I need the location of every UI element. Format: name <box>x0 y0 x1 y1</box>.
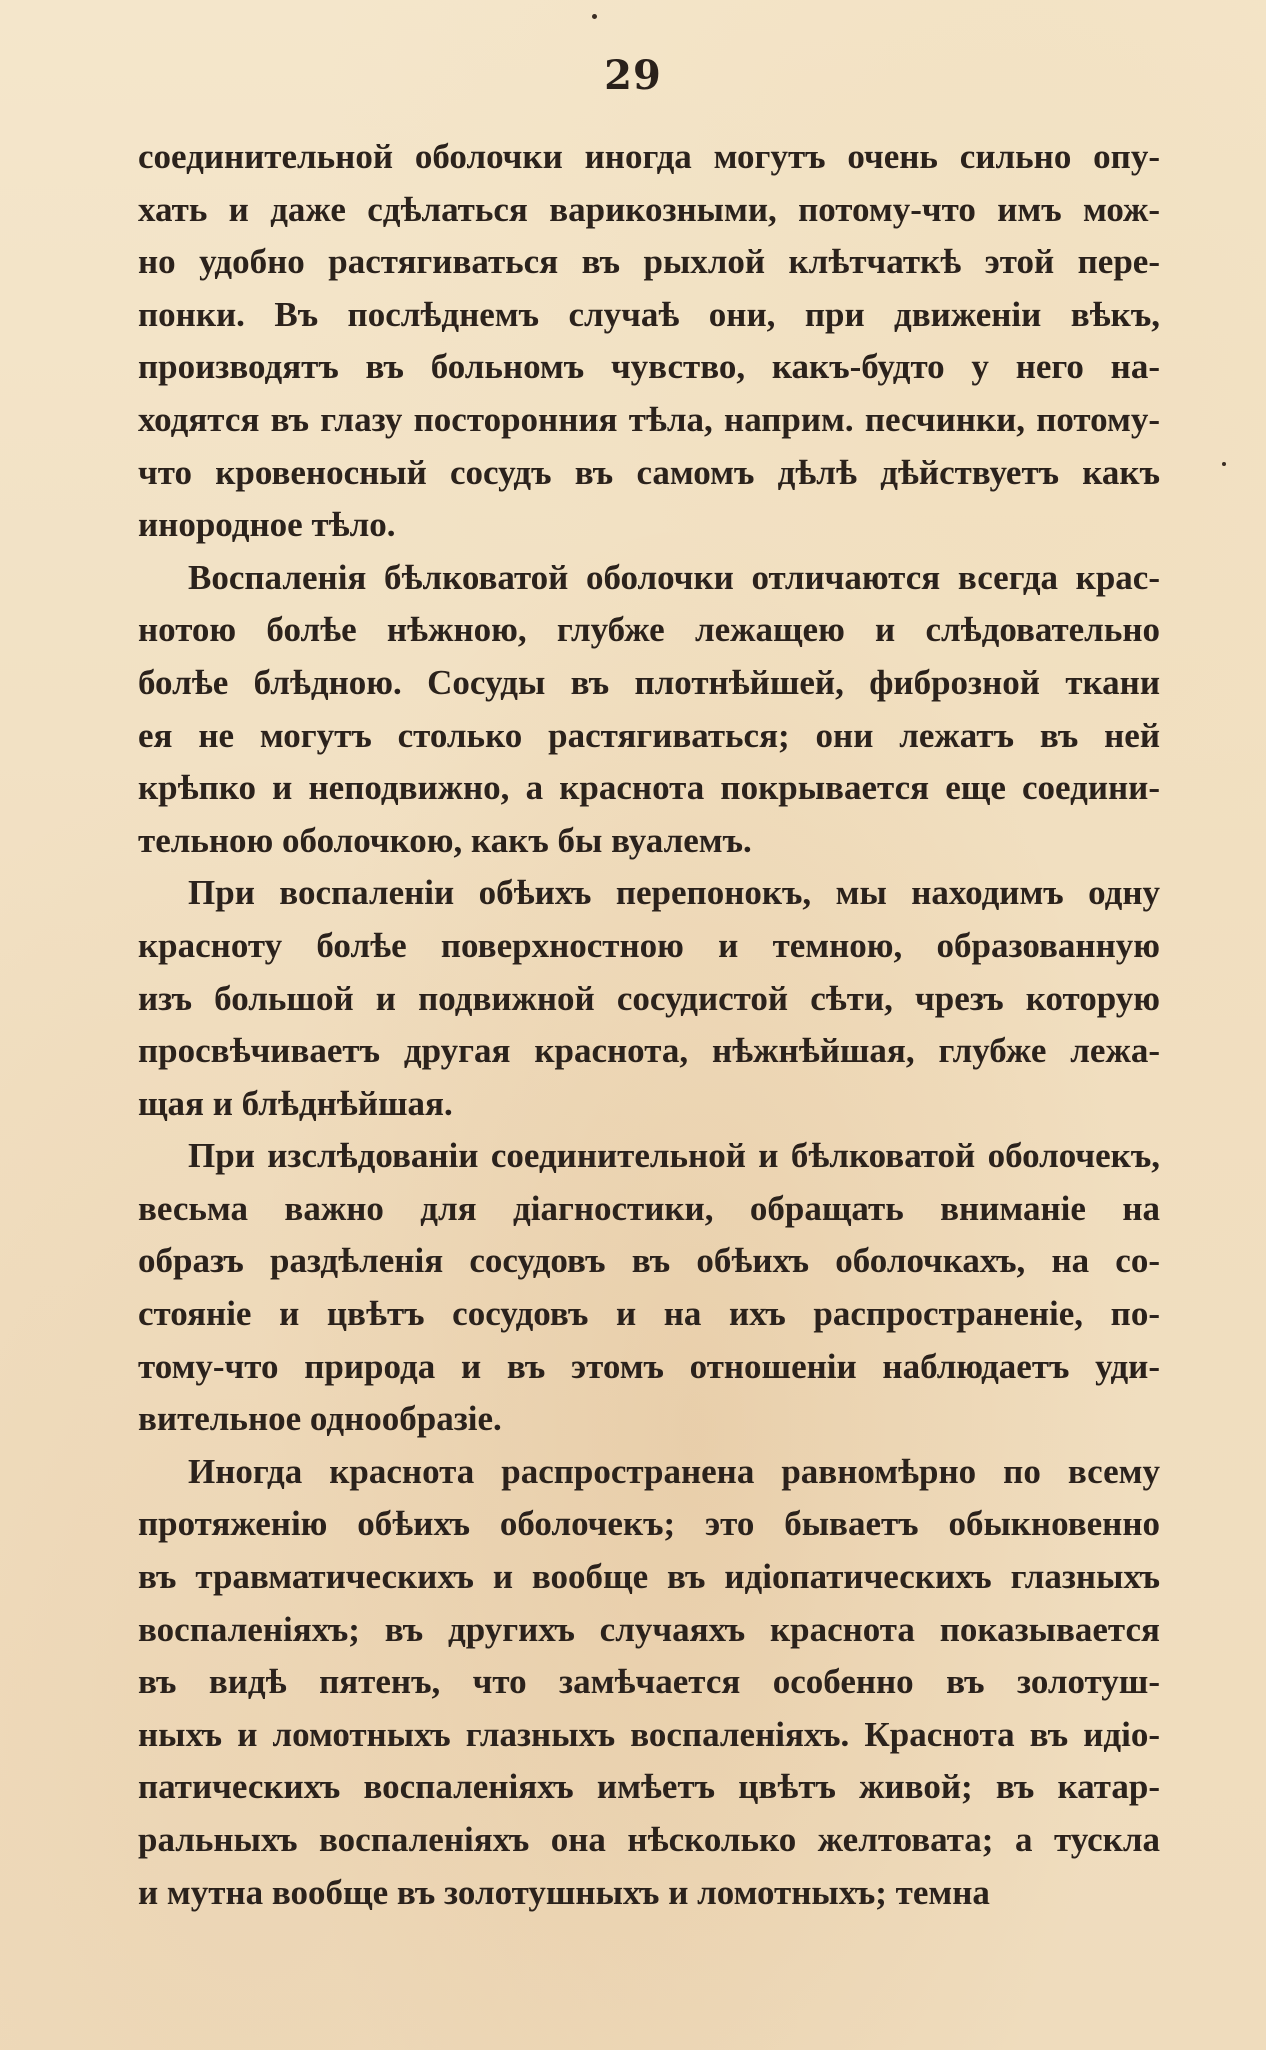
text-line: патическихъ воспаленiяхъ имѣетъ цвѣтъ живой; въ катар- <box>138 1767 1160 1807</box>
text-line: въ видѣ пятенъ, что замѣчается особенно въ золотуш- <box>138 1662 1160 1702</box>
text-line: хать и даже сдѣлаться варикозными, потому-что имъ мож- <box>138 189 1160 229</box>
text-line: ральныхъ воспаленiяхъ она нѣсколько желтовата; а тускла <box>138 1820 1160 1859</box>
body-text <box>138 131 1160 1919</box>
text-line: протяженiю обѣихъ оболочекъ; это бываетъ обыкновенно <box>138 1504 1160 1544</box>
text-line: При воспаленiи обѣихъ перепонокъ, мы находимъ одну <box>188 873 1160 913</box>
text-line: но удобно растягиваться въ рыхлой клѣтчаткѣ этой пере- <box>138 242 1160 282</box>
text-line: что кровеносный сосудъ въ самомъ дѣлѣ дѣйствуетъ какъ <box>138 452 1160 492</box>
text-line: красноту болѣе поверхностною и темною, образованную <box>138 925 1160 965</box>
text-line: тельною оболочкою, какъ бы вуалемъ. <box>138 820 752 860</box>
paragraph <box>138 552 1160 868</box>
text-line: нотою болѣе нѣжною, глубже лежащею и слѣдовательно <box>138 610 1160 650</box>
text-line: ея не могутъ столько растягиваться; они лежатъ въ ней <box>138 715 1160 755</box>
text-line: ныхъ и ломотныхъ глазныхъ воспаленiяхъ. Краснота въ идiо- <box>138 1714 1160 1754</box>
ink-speck <box>592 14 597 19</box>
text-line: и мутна вообще въ золотушныхъ и ломотныхъ; темна <box>138 1872 990 1912</box>
text-line: Воспаленiя бѣлковатой оболочки отличаются всегда крас- <box>188 557 1160 597</box>
paragraph <box>138 131 1160 552</box>
text-line: ходятся въ глазу посторонния тѣла, наприм. песчинки, потому- <box>138 399 1160 439</box>
paragraph <box>138 867 1160 1130</box>
text-line: понки. Въ послѣднемъ случаѣ они, при движенiи вѣкъ, <box>138 294 1160 334</box>
page-number: 29 <box>604 52 662 99</box>
text-line: инородное тѣло. <box>138 505 396 545</box>
text-line: При изслѣдованiи соединительной и бѣлковатой оболочекъ, <box>188 1136 1160 1176</box>
text-line: изъ большой и подвижной сосудистой сѣти, чрезъ которую <box>138 978 1160 1018</box>
text-line: щая и блѣднѣйшая. <box>138 1083 453 1123</box>
paragraph <box>138 1446 1160 1919</box>
text-line: стоянiе и цвѣтъ сосудовъ и на ихъ распространенiе, по- <box>138 1294 1160 1334</box>
text-line: воспаленiяхъ; въ другихъ случаяхъ краснота показывается <box>138 1609 1160 1649</box>
text-line: крѣпко и неподвижно, а краснота покрывается еще соедини- <box>138 768 1160 808</box>
text-line: Иногда краснота распространена равномѣрно по всему <box>188 1451 1160 1491</box>
text-line: тому-что природа и въ этомъ отношенiи наблюдаетъ уди- <box>138 1346 1160 1386</box>
text-line: въ травматическихъ и вообще въ идiопатическихъ глазныхъ <box>138 1557 1160 1597</box>
text-line: производятъ въ больномъ чувство, какъ-будто у него на- <box>138 347 1160 387</box>
text-line: вительное однообразiе. <box>138 1399 502 1439</box>
text-line: образъ раздѣленiя сосудовъ въ обѣихъ оболочкахъ, на со- <box>138 1241 1160 1281</box>
paragraph <box>138 1130 1160 1446</box>
text-line: болѣе блѣдною. Сосуды въ плотнѣйшей, фиброзной ткани <box>138 662 1160 702</box>
ink-speck <box>1222 462 1226 466</box>
text-line: соединительной оболочки иногда могутъ очень сильно опу- <box>138 137 1160 176</box>
text-line: весьма важно для дiагностики, обращать вниманiе на <box>138 1188 1160 1228</box>
text-line: просвѣчиваетъ другая краснота, нѣжнѣйшая, глубже лежа- <box>138 1031 1160 1071</box>
